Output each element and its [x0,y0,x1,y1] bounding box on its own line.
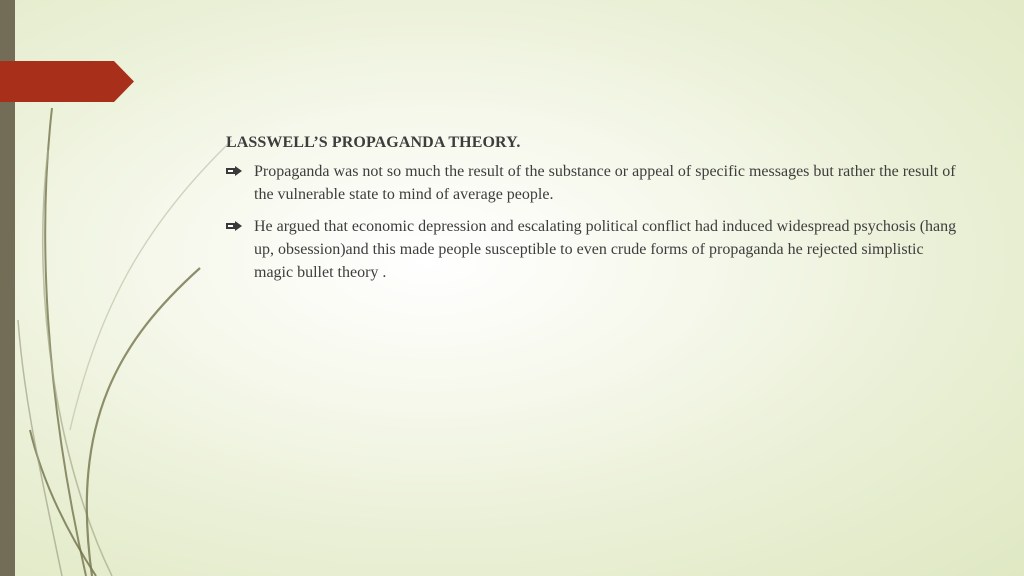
bullet-text: He argued that economic depression and escalating political conflict had induced widespread psychosis (hang up, obsession)and this made people susceptible to even crude forms of propaganda he rejected simplistic magic bullet theory . [254,218,957,281]
bullet-item [226,160,966,206]
slide-heading: LASSWELL’S PROPAGANDA THEORY. [226,134,521,151]
bullet-item [226,215,966,284]
slide-content [226,134,966,293]
bullet-arrow-icon [226,220,242,232]
accent-tab [0,61,134,102]
bullet-list [226,160,966,284]
bullet-text: Propaganda was not so much the result of the substance or appeal of specific messages but rather the result of the vulnerable state to mind of average people. [254,163,956,203]
bullet-arrow-icon [226,165,242,177]
